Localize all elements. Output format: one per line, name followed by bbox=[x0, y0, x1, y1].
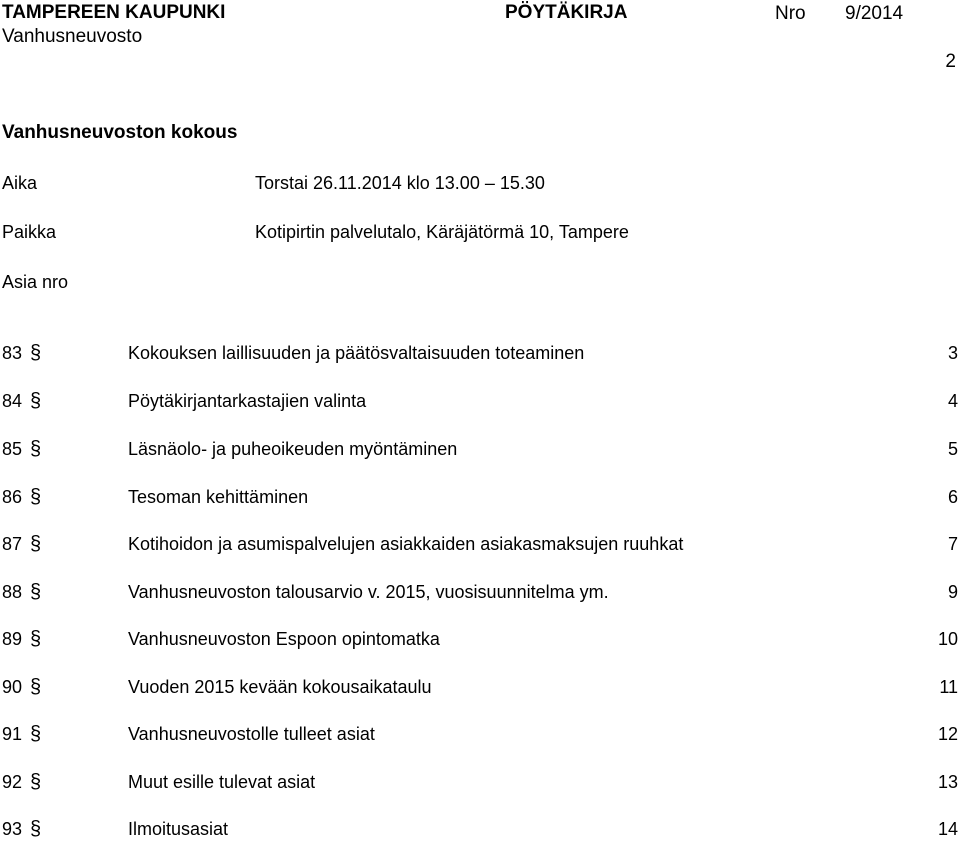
agenda-item-page: 12 bbox=[937, 724, 958, 744]
agenda-item bbox=[0, 677, 960, 703]
agenda-item bbox=[0, 772, 960, 798]
body-name: Vanhusneuvosto bbox=[2, 26, 143, 47]
agenda-item bbox=[0, 534, 960, 560]
section-symbol: § bbox=[30, 581, 42, 603]
agenda-item-number: 92 bbox=[2, 772, 23, 792]
agenda-item-title: Vanhusneuvoston Espoon opintomatka bbox=[128, 629, 440, 649]
agenda-item bbox=[0, 582, 960, 608]
case-number-label: Asia nro bbox=[2, 272, 69, 292]
place-label: Paikka bbox=[2, 222, 57, 242]
agenda-item-page: 9 bbox=[947, 582, 958, 602]
meeting-title: Vanhusneuvoston kokous bbox=[2, 122, 238, 143]
section-symbol: § bbox=[30, 342, 42, 364]
agenda-item bbox=[0, 439, 960, 465]
agenda-item bbox=[0, 724, 960, 750]
agenda-item-page: 10 bbox=[937, 629, 958, 649]
agenda-item-page: 4 bbox=[947, 391, 958, 411]
section-symbol: § bbox=[30, 676, 42, 698]
agenda-item-number: 85 bbox=[2, 439, 23, 459]
agenda-item-page: 5 bbox=[947, 439, 958, 459]
page-number: 2 bbox=[945, 51, 956, 72]
agenda-item bbox=[0, 819, 960, 845]
agenda-item-title: Ilmoitusasiat bbox=[128, 819, 229, 839]
agenda-item-page: 3 bbox=[947, 343, 958, 363]
time-value: Torstai 26.11.2014 klo 13.00 – 15.30 bbox=[255, 173, 545, 193]
agenda-item-title: Vanhusneuvoston talousarvio v. 2015, vuosisuunnitelma ym. bbox=[128, 582, 609, 602]
section-symbol: § bbox=[30, 818, 42, 840]
document-number: 9/2014 bbox=[845, 3, 904, 24]
agenda-item-number: 93 bbox=[2, 819, 23, 839]
document-type: PÖYTÄKIRJA bbox=[505, 2, 628, 23]
agenda-item-title: Läsnäolo- ja puheoikeuden myöntäminen bbox=[128, 439, 458, 459]
agenda-item-page: 13 bbox=[937, 772, 958, 792]
agenda-item-title: Muut esille tulevat asiat bbox=[128, 772, 316, 792]
agenda-item-number: 86 bbox=[2, 487, 23, 507]
section-symbol: § bbox=[30, 628, 42, 650]
section-symbol: § bbox=[30, 486, 42, 508]
agenda-item-number: 91 bbox=[2, 724, 23, 744]
agenda-item-page: 7 bbox=[947, 534, 958, 554]
agenda-item-title: Tesoman kehittäminen bbox=[128, 487, 309, 507]
agenda-item bbox=[0, 343, 960, 369]
agenda-item-number: 87 bbox=[2, 534, 23, 554]
place-value: Kotipirtin palvelutalo, Käräjätörmä 10, Tampere bbox=[255, 222, 629, 242]
agenda-item-title: Pöytäkirjantarkastajien valinta bbox=[128, 391, 367, 411]
agenda-item bbox=[0, 391, 960, 417]
agenda-item-number: 83 bbox=[2, 343, 23, 363]
section-symbol: § bbox=[30, 390, 42, 412]
agenda-item bbox=[0, 629, 960, 655]
agenda-item bbox=[0, 487, 960, 513]
agenda-item-number: 84 bbox=[2, 391, 23, 411]
number-label: Nro bbox=[775, 3, 806, 24]
agenda-item-page: 6 bbox=[947, 487, 958, 507]
agenda-item-number: 88 bbox=[2, 582, 23, 602]
section-symbol: § bbox=[30, 438, 42, 460]
section-symbol: § bbox=[30, 533, 42, 555]
agenda-item-title: Vanhusneuvostolle tulleet asiat bbox=[128, 724, 375, 744]
section-symbol: § bbox=[30, 771, 42, 793]
agenda-item-title: Vuoden 2015 kevään kokousaikataulu bbox=[128, 677, 432, 697]
agenda-item-number: 90 bbox=[2, 677, 23, 697]
agenda-item-title: Kokouksen laillisuuden ja päätösvaltaisuuden toteaminen bbox=[128, 343, 585, 363]
agenda-item-page: 14 bbox=[937, 819, 958, 839]
organization-name: TAMPEREEN KAUPUNKI bbox=[2, 2, 226, 23]
agenda-item-number: 89 bbox=[2, 629, 23, 649]
time-label: Aika bbox=[2, 173, 38, 193]
agenda-item-title: Kotihoidon ja asumispalvelujen asiakkaiden asiakasmaksujen ruuhkat bbox=[128, 534, 684, 554]
agenda-item-page: 11 bbox=[939, 677, 958, 697]
section-symbol: § bbox=[30, 723, 42, 745]
